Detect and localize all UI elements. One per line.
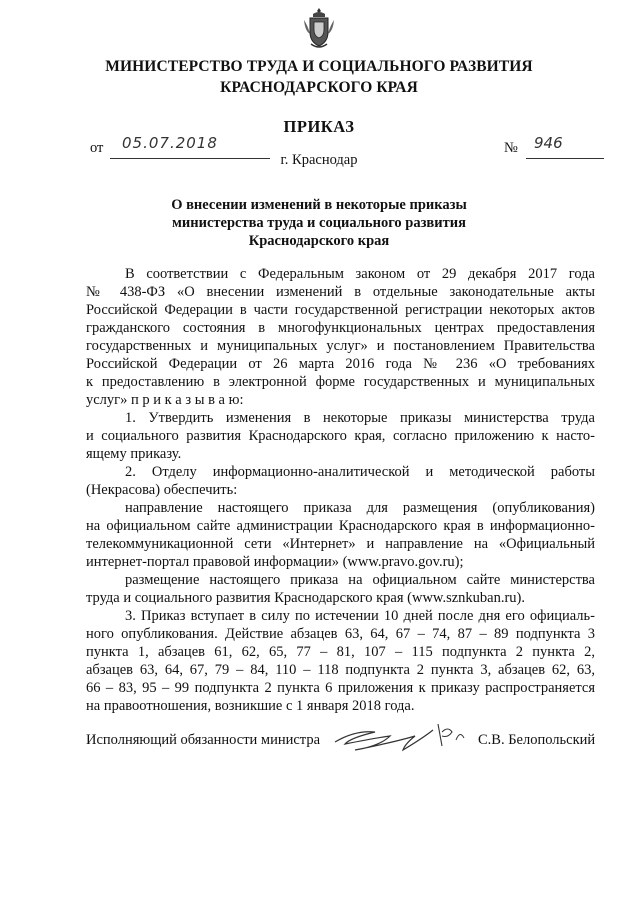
- body-line: Российской Федерации в части государственной регистрации некоторых актов: [86, 302, 595, 318]
- number-value: 946: [534, 134, 563, 152]
- body-line: 66 – 83, 95 – 99 подпункта 2 пункта 6 приложения к приказу распространяется: [86, 680, 595, 696]
- subject-line: Краснодарского края: [248, 233, 390, 249]
- document-type-title: ПРИКАЗ: [283, 117, 355, 136]
- body-line: услуг» п р и к а з ы в а ю:: [86, 392, 244, 408]
- body-line: 1. Утвердить изменения в некоторые приказы министерства труда: [125, 410, 595, 426]
- city: г. Краснодар: [280, 152, 358, 168]
- ministry-name-line1: МИНИСТЕРСТВО ТРУДА И СОЦИАЛЬНОГО РАЗВИТИЯ: [105, 58, 533, 75]
- body-line: 2. Отделу информационно-аналитической и методической работы: [125, 464, 595, 480]
- body-line: телекоммуникационной сети «Интернет» и направление на «Официальный: [86, 536, 595, 552]
- body-line: направление настоящего приказа для размещения (опубликования): [125, 500, 595, 516]
- body-line: (Некрасова) обеспечить:: [86, 482, 238, 498]
- date-prefix: от: [90, 140, 104, 156]
- body-line: к предоставлению в электронной форме государственных и муниципальных: [86, 374, 595, 390]
- signer-name: С.В. Белопольский: [478, 732, 596, 748]
- signer-position: Исполняющий обязанности министра: [86, 732, 321, 748]
- body-line: на правоотношения, возникшие с 1 января 2018 года.: [86, 698, 415, 714]
- body-line: Российской Федерации от 26 марта 2016 года № 236 «О требованиях: [86, 356, 595, 372]
- body-line: гражданского состояния в многофункциональных центрах предоставления: [86, 320, 595, 336]
- body-line: 3. Приказ вступает в силу по истечении 10 дней после дня его официаль-: [125, 608, 595, 624]
- body-line: ного опубликования. Действие абзацев 63, 64, 67 – 74, 87 – 89 подпункта 3: [86, 626, 595, 642]
- body-line: В соответствии с Федеральным законом от 29 декабря 2017 года: [125, 266, 595, 282]
- coat-of-arms-emblem: [301, 6, 337, 50]
- body-line: № 438-ФЗ «О внесении изменений в отдельные законодательные акты: [86, 284, 595, 300]
- handwritten-signature: [330, 712, 480, 762]
- number-prefix: №: [504, 140, 518, 156]
- body-line: абзацев 63, 64, 67, 79 – 84, 110 – 118 подпункта 2 пункта 3, абзацев 62, 63,: [86, 662, 595, 678]
- ministry-name-line2: КРАСНОДАРСКОГО КРАЯ: [220, 79, 418, 96]
- body-line: на официальном сайте администрации Краснодарского края в информационно-: [86, 518, 595, 534]
- body-line: и социального развития Краснодарского края, согласно приложению к насто-: [86, 428, 595, 444]
- date-value: 05.07.2018: [122, 134, 218, 152]
- body-line: государственных и муниципальных услуг» и постановлением Правительства: [86, 338, 595, 354]
- subject-line: О внесении изменений в некоторые приказы: [171, 197, 467, 213]
- body-line: интернет-портал правовой информации» (www.pravo.gov.ru);: [86, 554, 464, 570]
- subject-line: министерства труда и социального развития: [172, 215, 466, 231]
- body-line: ящему приказу.: [86, 446, 182, 462]
- body-line: пункта 1, абзацев 61, 62, 65, 77 – 81, 107 – 115 подпункта 2 пункта 2,: [86, 644, 595, 660]
- body-line: труда и социального развития Краснодарского края (www.sznkuban.ru).: [86, 590, 526, 606]
- body-line: размещение настоящего приказа на официальном сайте министерства: [125, 572, 595, 588]
